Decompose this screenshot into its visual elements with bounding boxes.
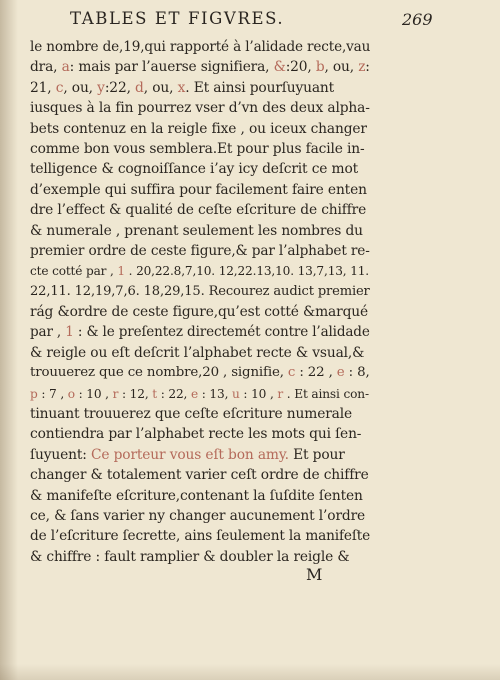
- text-line: [30, 282, 370, 302]
- text-segment: dre l’effect & qualité de ceſte eſcriture de chiffre: [30, 202, 367, 219]
- text-segment: trouuerez que ce nombre,20 , signifie,: [30, 365, 288, 381]
- text-line: [30, 57, 370, 77]
- text-line: [30, 465, 370, 485]
- rubric-text: e: [336, 365, 345, 381]
- text-segment: : 22 ,: [295, 365, 337, 381]
- text-line: [30, 119, 370, 139]
- page-bottom-shadow: [0, 664, 500, 680]
- rubric-text: r: [277, 386, 284, 401]
- text-segment: premier ordre de ceste figure,& par l’alphabet re-: [30, 242, 370, 259]
- rubric-text: &: [273, 59, 286, 76]
- text-line: [30, 221, 370, 241]
- text-segment: tinuant trouuerez que ceſte eſcriture numerale: [30, 406, 353, 423]
- rubric-text: x: [177, 79, 186, 96]
- rubric-text: Ce porteur vous eſt bon amy.: [90, 446, 289, 463]
- text-segment: : 10 ,: [74, 386, 113, 401]
- rubric-text: y: [97, 79, 105, 96]
- text-line: [30, 424, 370, 444]
- text-segment: . Et ainsi con-: [283, 386, 369, 401]
- rubric-text: o: [67, 386, 75, 401]
- page-number: 269: [402, 10, 433, 29]
- text-line: [30, 302, 370, 322]
- text-line: [30, 139, 370, 159]
- text-segment: , ou,: [63, 79, 98, 96]
- text-line: [30, 363, 370, 383]
- rubric-text: d: [135, 79, 144, 96]
- text-segment: :20,: [285, 59, 316, 76]
- page-edge-shadow: [0, 0, 18, 680]
- text-line: [30, 445, 370, 465]
- text-segment: & manifeſte eſcriture,contenant la ſuſdite ſenten: [30, 487, 363, 504]
- text-segment: : 13,: [198, 386, 233, 401]
- text-segment: : 8,: [344, 365, 370, 381]
- text-segment: , ou,: [143, 79, 178, 96]
- text-segment: le nombre de,19,qui rapporté à l’alidade recte,vau: [30, 39, 371, 55]
- text-segment: par ,: [30, 324, 66, 341]
- running-head: TABLES ET FIGVRES.: [70, 9, 285, 28]
- text-segment: , ou,: [324, 59, 359, 76]
- text-segment: : mais par l’auerse signifiera,: [69, 59, 274, 76]
- rubric-text: t: [152, 386, 158, 401]
- text-segment: : & le preſentez directemét contre l’alidade: [73, 324, 370, 341]
- text-line: [30, 200, 370, 220]
- rubric-text: r: [112, 386, 119, 401]
- text-line: [30, 261, 370, 281]
- text-segment: : 10 ,: [239, 386, 278, 401]
- rubric-text: 1: [117, 264, 125, 279]
- text-segment: :: [365, 59, 370, 76]
- text-line: [30, 384, 370, 404]
- rubric-text: c: [55, 79, 64, 96]
- rubric-text: 1: [65, 324, 74, 341]
- text-line: [30, 343, 370, 363]
- text-line: [30, 486, 370, 506]
- text-line: [30, 241, 370, 261]
- text-segment: rág &ordre de ceste figure,qu’est cotté &marqué: [30, 304, 369, 321]
- text-segment: de l’eſcriture ſecrette, ains ſeulement la manifeſte: [30, 528, 371, 545]
- text-line: [30, 526, 370, 546]
- text-line: [30, 180, 370, 200]
- text-segment: 21,: [30, 79, 56, 96]
- text-segment: comme bon vous semblera.Et pour plus facile in-: [30, 140, 365, 157]
- text-segment: & chiffre : fault ramplier & doubler la reigle &: [30, 548, 350, 565]
- rubric-text: a: [61, 59, 70, 76]
- text-segment: :22,: [104, 79, 136, 96]
- rubric-text: c: [287, 365, 296, 381]
- text-line: [30, 159, 370, 179]
- text-segment: iusques à la fin pourrez vser d’vn des deux alpha-: [30, 100, 370, 117]
- text-line: [30, 78, 370, 98]
- signature-mark: M: [306, 565, 323, 584]
- text-segment: 22,11. 12,19,7,6. 18,29,15. Recourez audict premier: [30, 283, 370, 299]
- text-segment: changer & totalement varier ceſt ordre de chiffre: [30, 467, 369, 484]
- rubric-text: b: [315, 59, 325, 76]
- text-segment: & numerale , prenant seulement les nombres du: [30, 222, 363, 239]
- text-segment: d’exemple qui suffira pour facilement faire enten: [30, 181, 367, 198]
- text-line: [30, 404, 370, 424]
- text-segment: telligence & cognoiſſance i’ay icy deſcrit ce mot: [30, 161, 358, 178]
- text-line: [30, 37, 370, 57]
- rubric-text: u: [232, 386, 240, 401]
- text-segment: cte cotté par ,: [30, 264, 118, 279]
- text-segment: ce, & ſans varier ny changer aucunement l’ordre: [30, 507, 366, 524]
- text-segment: Et pour: [288, 446, 345, 463]
- text-segment: & reigle ou eſt deſcrit l’alphabet recte & vsual,&: [30, 344, 365, 361]
- text-segment: ſuyuent:: [30, 446, 91, 463]
- text-segment: . 20,22.8,7,10. 12,22.13,10. 13,7,13, 11.: [124, 264, 370, 279]
- text-line: [30, 506, 370, 526]
- text-line: [30, 322, 370, 342]
- text-segment: contiendra par l’alphabet recte les mots qui ſen-: [30, 426, 362, 443]
- text-segment: : 12,: [118, 386, 153, 401]
- rubric-text: e: [191, 386, 199, 401]
- text-segment: : 22,: [157, 386, 191, 401]
- text-segment: : 7 ,: [37, 386, 68, 401]
- rubric-text: z: [358, 59, 366, 76]
- body-text: [30, 37, 370, 567]
- text-line: [30, 98, 370, 118]
- rubric-text: p: [30, 386, 38, 401]
- text-segment: dra,: [30, 59, 62, 76]
- text-segment: bets contenuz en la reigle fixe , ou iceux changer: [30, 120, 367, 137]
- text-segment: . Et ainsi pourſuyuant: [185, 79, 335, 96]
